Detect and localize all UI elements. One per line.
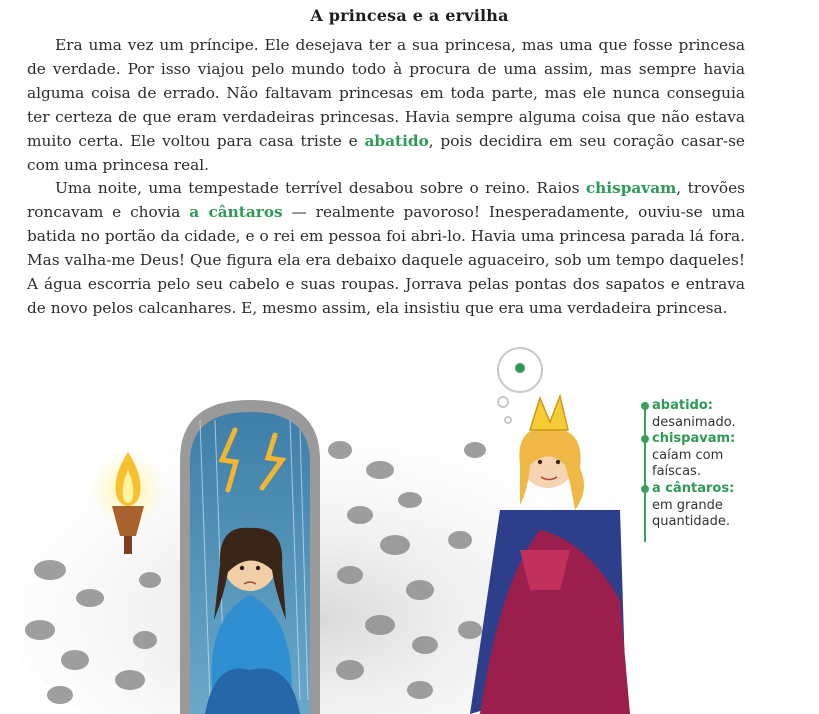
glossary-definition: caíam com faíscas. (652, 447, 724, 480)
glossary-term: a cântaros: (652, 480, 735, 496)
paragraph-1-text-b: , pois decidira em seu coração casar-se com uma princesa real. (27, 131, 745, 174)
paragraph-1-text-a: Era uma vez um príncipe. Ele desejava ter a sua princesa, mas uma que fosse princesa de verdade. Por isso viajou pelo mundo todo à procura de uma assim, mas sempre havia alguma coisa de errado. Não faltavam princesas em toda parte, mas ele nunca conseguia ter certeza de que eram verdadeiras princesas. Havia sempre alguma coisa que não estava muito certa. Ele voltou para casa triste e (27, 36, 745, 150)
glossary-definition: em grande quantidade. (652, 497, 731, 530)
story-title: A princesa e a ervilha (310, 6, 509, 25)
bullet-icon (641, 402, 649, 410)
glossary-term: chispavam: (652, 431, 736, 447)
paragraph-2-text-c: — realmente pavoroso! Inesperadamente, ouviu-se uma batida no portão da cidade, e o rei em pessoa foi abri-lo. Havia uma princesa parada lá fora. Mas valha-me Deus! Que figura ela era debaixo daquele aguaceiro, sob um tempo daqueles! A água escorria pelo seu cabelo e suas roupas. Jorrava pelas pontas dos sapatos e entrava de novo pelos calcanhares. E, mesmo assim, ela insistiu que era uma verdadeira princesa. (27, 203, 745, 317)
paragraph-1 (27, 34, 745, 177)
glossary-entry-a-cantaros (640, 481, 810, 531)
highlight-a-cantaros: a cântaros (189, 203, 283, 222)
highlight-chispavam: chispavam (585, 179, 677, 198)
glossary-entry-chispavam (640, 431, 810, 481)
glossary-definition: desanimado. (652, 414, 736, 430)
story-text (27, 34, 745, 321)
paragraph-2-text-b: , trovões roncavam e chovia (27, 179, 745, 222)
glossary-entry-abatido (640, 398, 810, 431)
bullet-icon (641, 485, 649, 493)
paragraph-2 (27, 177, 745, 320)
paragraph-2-text-a: Uma noite, uma tempestade terrível desabou sobre o reino. Raios (55, 179, 586, 198)
glossary-term: abatido: (652, 398, 713, 413)
bullet-icon (641, 435, 649, 443)
highlight-abatido: abatido (364, 131, 429, 150)
glossary (640, 398, 810, 531)
